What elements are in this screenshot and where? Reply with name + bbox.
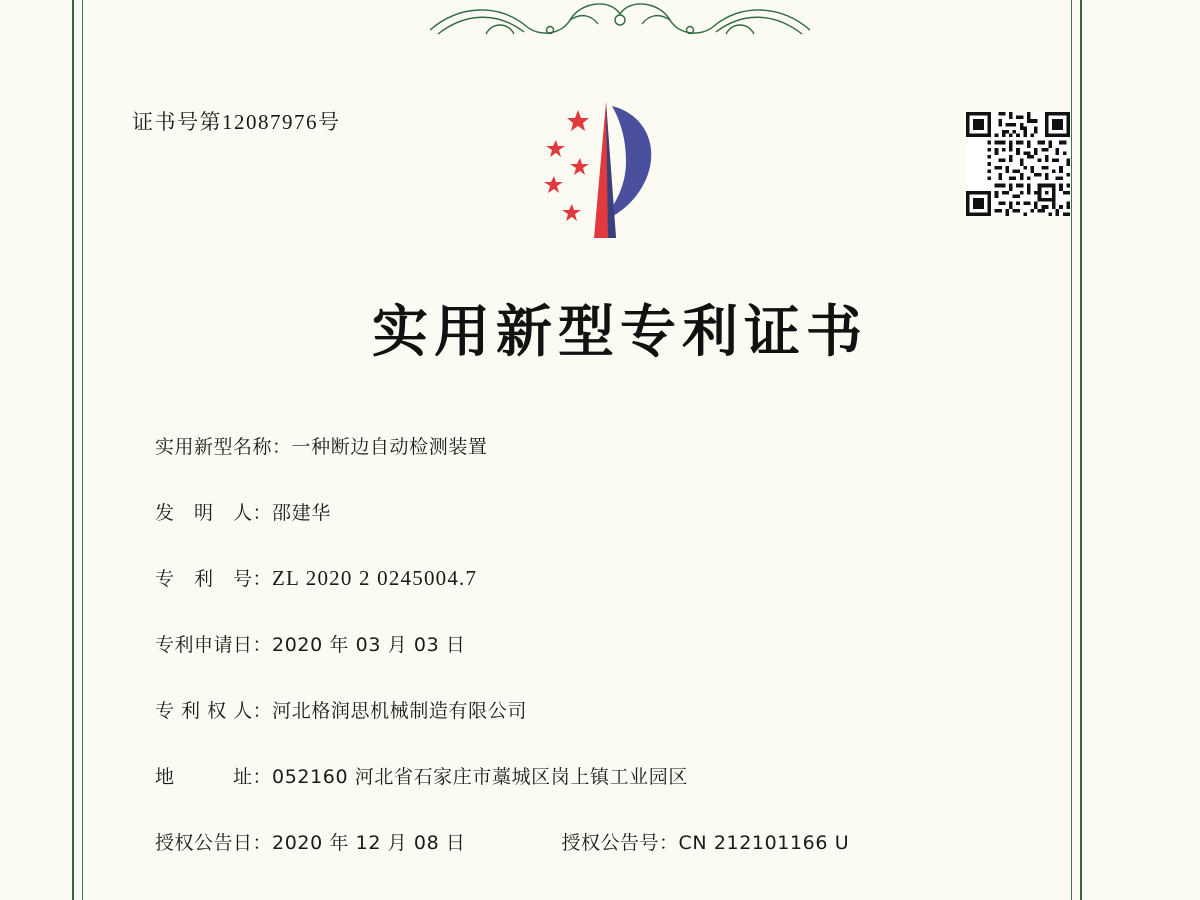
- field-application-date: [155, 630, 1055, 657]
- field-value: 052160 河北省石家庄市藁城区岗上镇工业园区: [272, 766, 688, 788]
- field-value: 一种断边自动检测装置: [291, 436, 488, 458]
- field-label: 地 址：: [155, 766, 273, 788]
- field-value: 2020 年 12 月 08 日: [272, 832, 466, 854]
- cnipa-logo: [520, 88, 680, 248]
- field-label: 授权公告号：: [561, 832, 679, 854]
- certificate-number: 证书号第12087976号: [132, 110, 341, 134]
- field-label: 发 明 人：: [155, 502, 273, 524]
- field-patentee: [155, 696, 1055, 723]
- field-label: 授权公告日：: [155, 832, 273, 854]
- field-value: 河北格润思机械制造有限公司: [272, 700, 527, 722]
- field-label: 专 利 号：: [155, 568, 273, 590]
- field-address: [155, 762, 1055, 789]
- field-value: ZL 2020 2 0245004.7: [272, 566, 478, 590]
- field-utility-model-name: [155, 432, 1055, 459]
- field-label: 专利申请日：: [155, 634, 273, 656]
- page-title-text: 实用新型专利证书: [372, 300, 868, 365]
- field-label: 实用新型名称：: [155, 436, 292, 458]
- field-grant-date: [155, 828, 466, 855]
- certificate-fields: [155, 432, 1055, 894]
- field-announcement-number: [562, 828, 850, 855]
- field-value: CN 212101166 U: [678, 832, 850, 854]
- ornament-band: [430, 0, 810, 38]
- page-title: [0, 288, 1200, 368]
- field-inventor: [155, 498, 1055, 525]
- field-patent-number: [155, 564, 1055, 591]
- qr-code: [966, 112, 1070, 216]
- field-value: 邵建华: [272, 502, 331, 524]
- field-value: 2020 年 03 月 03 日: [272, 634, 466, 656]
- field-footer-row: [155, 828, 1055, 855]
- field-label: 专 利 权 人：: [155, 700, 273, 722]
